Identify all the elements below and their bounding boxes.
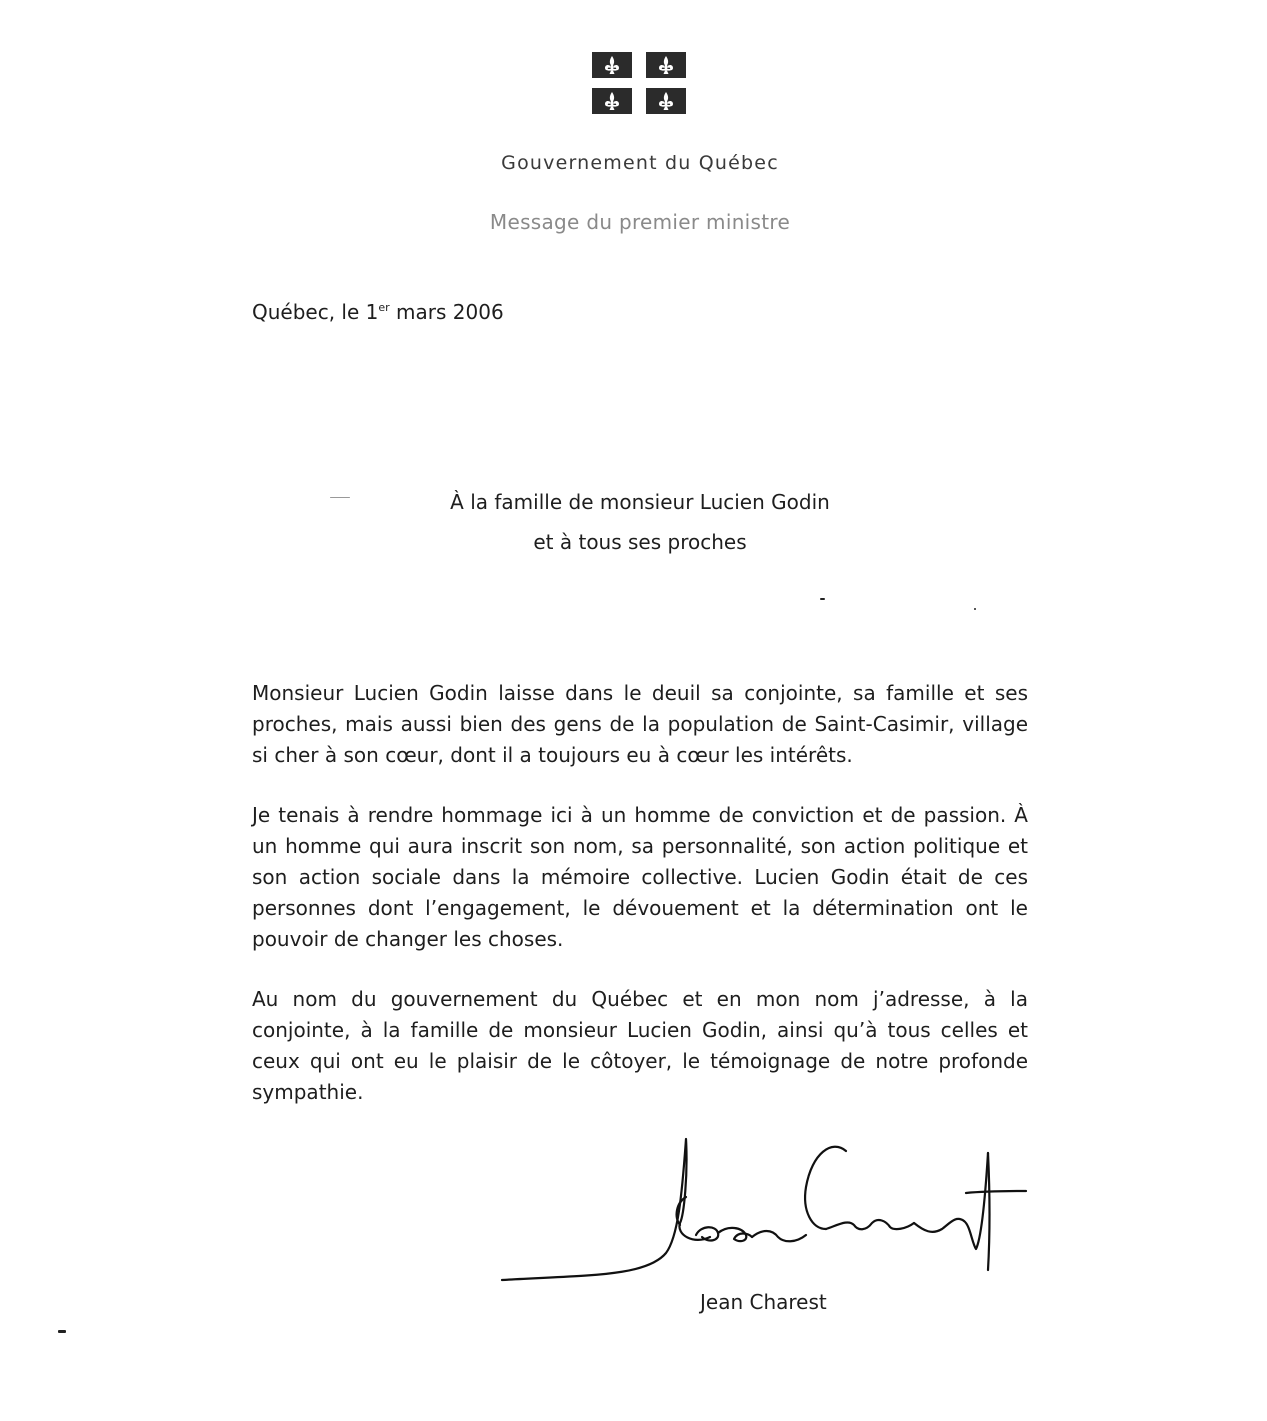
scan-speck <box>974 608 976 610</box>
government-name: Gouvernement du Québec <box>501 152 779 174</box>
date-suffix: mars 2006 <box>389 300 504 324</box>
signer-name: Jean Charest <box>700 1290 827 1314</box>
body-paragraph-3: Au nom du gouvernement du Québec et en mon nom j’adresse, à la conjointe, à la famille de monsieur Lucien Godin, ainsi qu’à tous celles et ceux qui ont eu le plaisir de le côtoyer, le témoignage de notre profonde sympathie. <box>252 987 1028 1104</box>
scan-speck <box>820 598 825 600</box>
letter-date <box>252 300 504 324</box>
body-paragraph-1: Monsieur Lucien Godin laisse dans le deuil sa conjointe, sa famille et ses proches, mais aussi bien des gens de la population de Saint-Casimir, village si cher à son cœur, dont il a toujours eu à cœur les intérêts. <box>252 681 1028 767</box>
scan-speck <box>58 1330 66 1333</box>
document-kind: Message du premier ministre <box>489 210 791 234</box>
quebec-fleurdelise-icon <box>590 50 690 116</box>
letter-body <box>252 678 1028 1137</box>
body-paragraph-2: Je tenais à rendre hommage ici à un homme de conviction et de passion. À un homme qui aura inscrit son nom, sa personnalité, son action politique et son action sociale dans la mémoire collective. Lucien Godin était de ces personnes dont l’engagement, le dévouement et la détermination ont le pouvoir de changer les choses. <box>252 803 1028 951</box>
handwritten-signature <box>496 1125 1036 1295</box>
date-superscript: er <box>378 301 390 314</box>
addressee-line-1: À la famille de monsieur Lucien Godin <box>450 490 830 514</box>
date-prefix: Québec, le 1 <box>252 300 379 324</box>
addressee <box>0 482 1267 562</box>
scan-speck <box>330 497 350 498</box>
addressee-line-2: et à tous ses proches <box>533 530 747 554</box>
